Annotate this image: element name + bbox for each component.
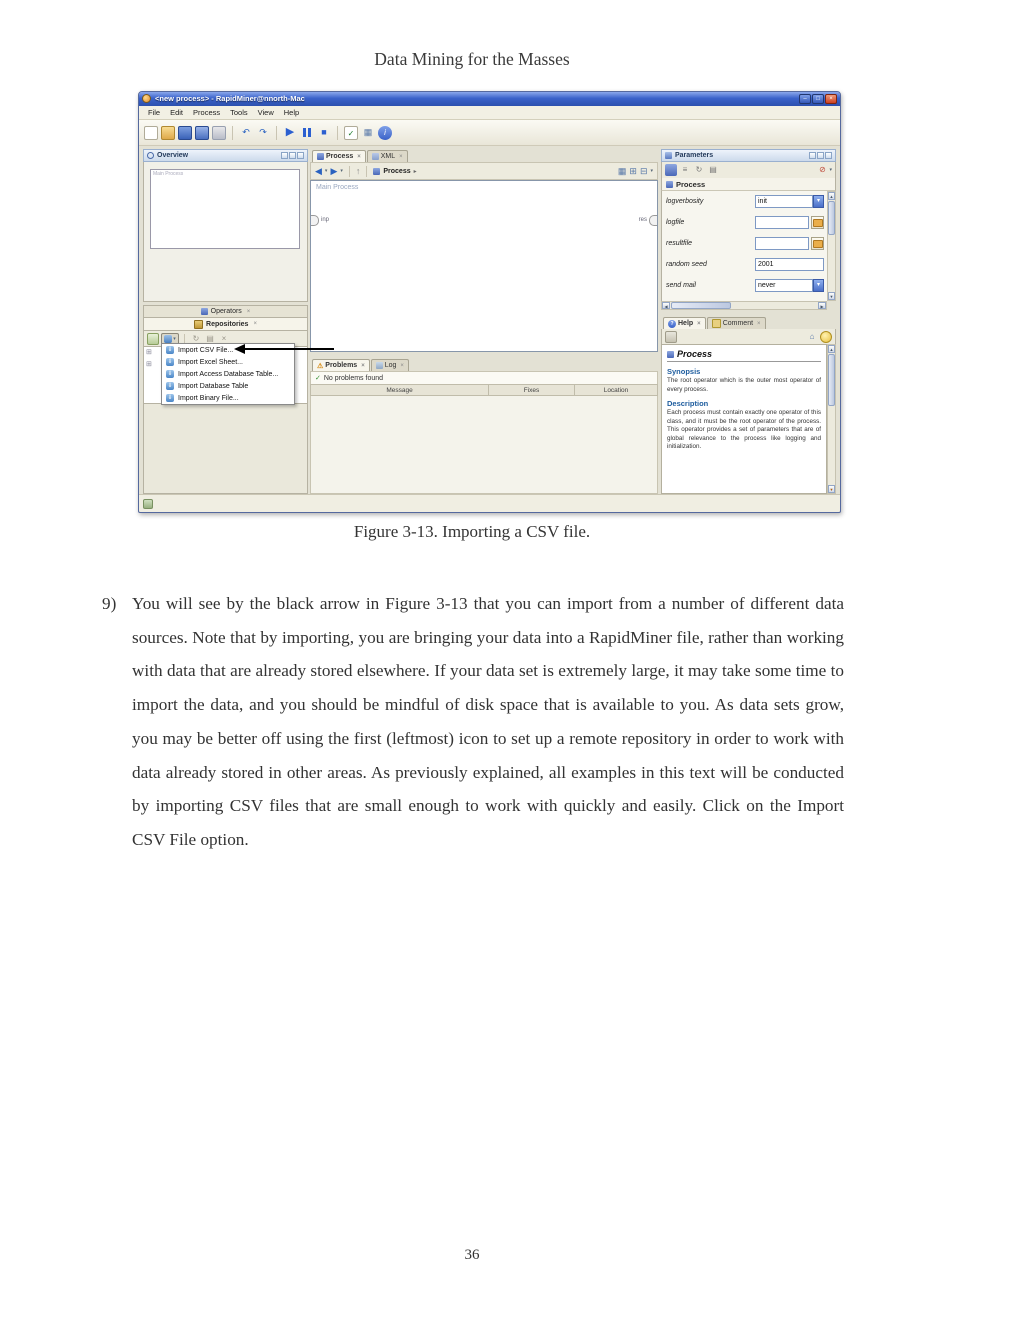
parameters-hscrollbar[interactable] (661, 301, 827, 310)
param-row-resultfile (662, 233, 827, 254)
auto-layout-icon[interactable]: ▦ (617, 166, 627, 176)
breadcrumb-arrow-icon: ▸ (413, 168, 417, 175)
operators-icon (201, 308, 208, 315)
new-repository-icon[interactable] (147, 333, 159, 345)
problems-status-row (310, 371, 658, 384)
tab-label: Help (678, 320, 694, 327)
back-dropdown-icon[interactable]: ▾ (324, 168, 328, 174)
annotation-arrow-head (234, 344, 245, 354)
logverbosity-dropdown-icon[interactable]: ▾ (813, 195, 824, 208)
folder-icon (813, 240, 823, 248)
pause-bars (303, 128, 311, 137)
tree-expander-icon[interactable]: ⊞ (146, 361, 152, 368)
scrollbar-thumb[interactable] (828, 354, 835, 406)
home-icon[interactable]: ⌂ (809, 331, 815, 341)
parameters-scrollbar[interactable] (827, 191, 836, 301)
run-icon[interactable]: ▶ (285, 125, 295, 138)
help-toolbar (661, 329, 836, 344)
tab-label: Log (384, 362, 397, 369)
param-label: logfile (666, 219, 685, 226)
col-message[interactable]: Message (311, 385, 489, 395)
scrollbar-thumb[interactable] (828, 201, 835, 235)
zoom-out-icon[interactable]: ⊟ (639, 166, 648, 176)
window-title: <new process> - RapidMiner@nnorth-Mac (155, 94, 305, 103)
process-toolbar (310, 162, 658, 180)
menu-item-import-binary[interactable] (162, 392, 294, 404)
perspective-icon[interactable]: ▦ (363, 126, 373, 137)
selected-operator-name: Process (676, 179, 706, 189)
tab-label: Problems (325, 362, 358, 369)
folder-icon (813, 219, 823, 227)
parameters-toolbar (661, 162, 836, 178)
menu-item-label: Import Excel Sheet... (178, 358, 243, 366)
parameters-title: Parameters (675, 152, 714, 159)
tab-label: Process (326, 153, 354, 160)
scroll-up-icon[interactable]: ▲ (829, 347, 834, 352)
xml-tab-close-icon[interactable]: × (399, 153, 403, 160)
running-header: Data Mining for the Masses (374, 49, 570, 69)
selected-operator-row (661, 178, 836, 191)
synopsis-text: The root operator which is the outer most operator of every process. (667, 377, 821, 393)
toolbar-separator (232, 126, 233, 140)
breadcrumb-process-icon (373, 168, 380, 175)
scroll-right-icon[interactable]: ▶ (818, 302, 826, 309)
comment-tab-close-icon[interactable]: × (757, 320, 761, 327)
list-number: 9) (102, 594, 117, 613)
canvas-title: Main Process (316, 184, 359, 191)
lightbulb-icon[interactable] (820, 331, 832, 343)
help-operator-title (667, 349, 821, 362)
overview-panel-body (143, 162, 308, 302)
maximize-button[interactable]: □ (812, 94, 824, 104)
show-advanced-icon[interactable]: ▤ (709, 165, 717, 174)
import-dropdown-icon: ▾ (173, 335, 176, 342)
param-label: resultfile (666, 240, 693, 247)
help-tab-close-icon[interactable]: × (697, 320, 701, 327)
process-canvas[interactable] (310, 180, 658, 352)
input-port-label: inp (321, 217, 330, 223)
comment-icon (712, 319, 721, 328)
toolbar-separator (349, 166, 350, 177)
problems-table-header (310, 384, 658, 396)
menu-item-import-csv[interactable] (162, 344, 294, 356)
import-icon (164, 335, 172, 343)
body-paragraph (102, 587, 844, 857)
overview-thumbnail[interactable] (150, 169, 300, 249)
logfile-input[interactable] (755, 216, 809, 229)
parameters-panel-header[interactable] (661, 149, 836, 162)
info-icon[interactable]: i (378, 126, 392, 140)
logfile-choose-button[interactable] (811, 216, 824, 229)
help-scrollbar[interactable] (827, 344, 836, 494)
expert-mode-icon[interactable]: ≡ (682, 165, 688, 174)
panel-undock-icon[interactable] (281, 152, 288, 159)
param-label: send mail (666, 282, 696, 289)
xml-tab-icon (372, 153, 379, 160)
repositories-icon (194, 320, 203, 329)
validate-process-icon[interactable]: ✓ (344, 126, 358, 140)
overview-panel-header[interactable] (143, 149, 308, 162)
doc-browser-icon[interactable] (665, 331, 677, 343)
export-icon[interactable] (212, 126, 226, 140)
help-operator-name: Process (677, 349, 713, 359)
menu-item-import-database[interactable] (162, 380, 294, 392)
copy-entry-icon[interactable]: ▤ (206, 333, 214, 343)
save-process-icon[interactable] (178, 126, 192, 140)
toolbar-separator (276, 126, 277, 140)
repositories-tab-close-icon[interactable]: × (253, 321, 257, 327)
problems-tab-close-icon[interactable]: × (361, 362, 365, 369)
menu-item-label: Import Binary File... (178, 394, 239, 402)
tab-label: XML (380, 153, 396, 160)
panel-maximize-icon[interactable] (817, 152, 824, 159)
process-tabstrip (310, 149, 658, 162)
resultfile-choose-button[interactable] (811, 237, 824, 250)
import-binary-icon: ⇓ (167, 395, 173, 401)
left-panel-filler (143, 404, 308, 494)
breadcrumb[interactable]: Process (383, 167, 411, 175)
menu-file[interactable]: File (148, 108, 161, 117)
page-number: 36 (464, 1247, 480, 1263)
send-mail-dropdown-icon[interactable]: ▾ (813, 279, 824, 292)
param-label: random seed (666, 261, 707, 268)
up-icon[interactable]: ↑ (355, 166, 361, 176)
help-tabstrip (661, 316, 836, 329)
process-tab-close-icon[interactable]: × (357, 153, 361, 160)
menu-item-import-access[interactable] (162, 368, 294, 380)
stop-icon[interactable]: ■ (321, 126, 327, 137)
menu-process[interactable]: Process (193, 108, 221, 117)
col-location[interactable]: Location (603, 387, 629, 394)
view-dropdown-icon[interactable]: ▾ (650, 168, 653, 174)
input-port[interactable] (311, 215, 319, 226)
status-bar (139, 494, 840, 512)
send-mail-select[interactable]: never (755, 279, 813, 292)
tab-label: Comment (722, 320, 754, 327)
redo-icon[interactable]: ↷ (259, 126, 267, 137)
zoom-in-icon[interactable]: ⊞ (629, 166, 637, 176)
operators-tab-row (143, 305, 308, 318)
tab-process[interactable] (312, 150, 366, 162)
scroll-down-icon[interactable]: ▼ (829, 487, 834, 492)
logverbosity-select[interactable]: init (755, 195, 813, 208)
process-operator-icon (666, 181, 673, 188)
delete-entry-icon[interactable]: × (221, 333, 227, 343)
scroll-up-icon[interactable]: ▲ (829, 194, 834, 199)
parameters-menu-dropdown-icon[interactable]: ▾ (829, 167, 832, 173)
description-heading: Description (667, 399, 709, 408)
param-row-logfile (662, 212, 827, 233)
parameters-icon (665, 152, 672, 159)
rapidminer-window (138, 91, 841, 513)
pause-icon[interactable] (300, 126, 314, 140)
tab-log[interactable] (371, 359, 409, 371)
param-row-random-seed (662, 254, 827, 275)
param-row-send-mail (662, 275, 827, 296)
menu-view[interactable]: View (257, 108, 274, 117)
hscrollbar-thumb[interactable] (671, 302, 731, 309)
minimize-button[interactable]: – (799, 94, 811, 104)
open-process-icon[interactable] (161, 126, 175, 140)
warning-icon: ⚠ (317, 362, 324, 370)
paragraph-text: You will see by the black arrow in Figure 3-13 that you can import from a number of different data sources. Note that by importing, you are bringing your data into a RapidMiner file, rather than working with data that are already stored elsewhere. If your data set is extremely large, it may take some time to import the data, and you should be mindful of disk space that is available to you. As data sets grow, you may be better off using the first (leftmost) icon to set up a remote repository in order to work with data already stored in other areas. As previously explained, all examples in this text will be conducted by importing CSV files that are small enough to work with quickly and easily. Click on the Import CSV File option. (132, 594, 844, 849)
menu-item-label: Import Database Table (178, 382, 249, 390)
help-operator-icon (667, 351, 674, 358)
scroll-left-icon[interactable]: ◀ (662, 302, 670, 309)
scroll-down-icon[interactable]: ▼ (829, 294, 834, 299)
tab-comment[interactable] (707, 317, 766, 329)
problems-list (310, 396, 658, 494)
synopsis-heading: Synopsis (667, 367, 701, 376)
panel-maximize-icon[interactable] (289, 152, 296, 159)
save-as-icon[interactable] (195, 126, 209, 140)
forward-dropdown-icon[interactable]: ▾ (340, 168, 343, 174)
panel-close-icon[interactable] (825, 152, 832, 159)
import-database-icon: ⇓ (167, 383, 173, 389)
param-label: logverbosity (666, 198, 704, 205)
menu-tools[interactable]: Tools (230, 108, 248, 117)
refresh-repository-icon[interactable]: ↻ (192, 333, 200, 343)
status-icon (143, 499, 153, 509)
resultfile-input[interactable] (755, 237, 809, 250)
tree-expander-icon[interactable]: ⊞ (146, 349, 152, 356)
parameters-rows (661, 191, 827, 301)
annotation-arrow-line (245, 348, 334, 350)
back-icon[interactable]: ◀ (315, 166, 322, 176)
menu-item-import-excel[interactable] (162, 356, 294, 368)
toolbar-separator (366, 166, 367, 177)
import-excel-icon: ⇓ (167, 359, 173, 365)
log-tab-close-icon[interactable]: × (400, 362, 404, 369)
description-text: Each process must contain exactly one operator of this class, and it must be the root operator of the process. This operator provides a set of parameters that are of global relevance to the process like logging and initialization. (667, 409, 821, 450)
menu-bar (139, 106, 840, 120)
magnifier-icon (147, 152, 154, 159)
menu-edit[interactable]: Edit (170, 108, 184, 117)
figure-caption: Figure 3-13. Importing a CSV file. (353, 522, 591, 541)
menu-item-label: Import Access Database Table... (178, 370, 279, 378)
log-tab-icon (376, 362, 383, 369)
help-content (661, 344, 827, 494)
main-toolbar (139, 120, 840, 146)
tab-repositories[interactable]: Repositories (206, 320, 249, 328)
undo-icon[interactable]: ↶ (242, 126, 250, 137)
menu-item-label: Import CSV File... (178, 346, 234, 354)
panel-undock-icon[interactable] (809, 152, 816, 159)
tab-problems[interactable] (312, 359, 370, 371)
overview-title: Overview (157, 152, 189, 159)
random-seed-input[interactable]: 2001 (755, 258, 824, 271)
param-row-logverbosity (662, 191, 827, 212)
clear-parameters-icon[interactable]: ⊘ (819, 165, 826, 174)
menu-help[interactable]: Help (283, 108, 300, 117)
repositories-tab-row (143, 318, 308, 331)
toolbar-separator (184, 334, 185, 344)
tab-help[interactable] (663, 317, 706, 329)
result-port-label: res (638, 217, 647, 223)
title-bar[interactable] (139, 92, 840, 106)
no-problems-icon: ✓ (315, 375, 321, 382)
rapidminer-app-icon (142, 94, 151, 103)
tab-xml[interactable] (367, 150, 408, 162)
panel-close-icon[interactable] (297, 152, 304, 159)
toolbar-separator (337, 126, 338, 140)
problems-tabstrip (310, 358, 658, 371)
tab-operators[interactable]: Operators (210, 308, 242, 315)
import-csv-icon: ⇓ (167, 347, 173, 353)
col-fixes[interactable]: Fixes (489, 385, 575, 395)
result-port[interactable] (649, 215, 657, 226)
overview-thumb-label: Main Process (153, 171, 184, 177)
import-menu (161, 343, 295, 405)
import-access-icon: ⇓ (167, 371, 173, 377)
operator-icon (665, 164, 677, 176)
process-tab-icon (317, 153, 324, 160)
forward-icon[interactable]: ▶ (330, 166, 338, 176)
operators-tab-close-icon[interactable]: × (246, 308, 251, 315)
close-button[interactable]: × (825, 94, 837, 104)
help-icon: ? (668, 320, 676, 328)
no-problems-text: No problems found (323, 374, 384, 382)
new-process-icon[interactable] (144, 126, 158, 140)
refresh-parameters-icon[interactable]: ↻ (695, 165, 703, 174)
